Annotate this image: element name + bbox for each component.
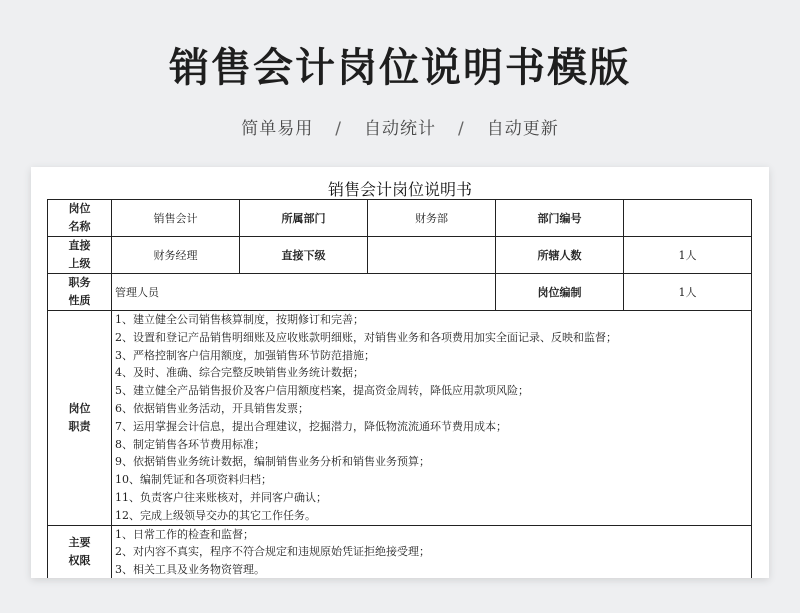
department-code-label: 部门编号 — [496, 200, 624, 237]
authority-item: 1、日常工作的检查和监督； — [115, 527, 254, 541]
sheet-title: 销售会计岗位说明书 — [327, 180, 472, 199]
duty-item: 11、负责客户往来账核对，并同客户确认； — [115, 490, 327, 504]
duty-item: 2、设置和登记产品销售明细账及应收账款明细账，对销售业务和各项费用加实全面记录、反映和监督； — [115, 330, 617, 344]
department-code-value[interactable] — [624, 200, 752, 237]
job-nature-value[interactable]: 管理人员 — [112, 274, 496, 311]
position-name-label: 岗位 名称 — [48, 200, 112, 237]
feature-auto-update: 自动更新 — [486, 119, 559, 139]
duty-item: 7、运用掌握会计信息，提出合理建议，挖掘潜力，降低物流流通环节费用成本； — [115, 419, 507, 433]
position-name-value[interactable]: 销售会计 — [112, 200, 240, 237]
separator: / — [458, 119, 465, 139]
subordinate-label: 直接下级 — [240, 237, 368, 274]
quota-value[interactable]: 1人 — [624, 274, 752, 311]
table-row-superior — [48, 237, 752, 274]
table-row-position — [48, 200, 752, 237]
duty-item: 3、严格控制客户信用额度，加强销售环节防范措施； — [115, 348, 375, 362]
authority-item: 3、相关工具及业务物资管理。 — [115, 563, 265, 577]
duty-item: 8、制定销售各环节费用标准； — [115, 437, 265, 451]
headcount-value[interactable]: 1人 — [624, 237, 752, 274]
table-row-authority — [48, 525, 752, 578]
headcount-label: 所辖人数 — [496, 237, 624, 274]
job-nature-label: 职务 性质 — [48, 274, 112, 311]
duty-item: 10、编制凭证和各项资料归档； — [115, 473, 272, 487]
table-row-nature — [48, 274, 752, 311]
duty-item: 6、依据销售业务活动，开具销售发票； — [115, 401, 309, 415]
superior-label: 直接 上级 — [48, 237, 112, 274]
department-value[interactable]: 财务部 — [368, 200, 496, 237]
authority-item: 2、对内容不真实，程序不符合规定和违规原始凭证拒绝接受理； — [115, 545, 430, 559]
superior-value[interactable]: 财务经理 — [112, 237, 240, 274]
spreadsheet-preview — [31, 167, 769, 578]
separator: / — [335, 119, 342, 139]
authority-list[interactable] — [112, 525, 752, 578]
duty-item: 1、建立健全公司销售核算制度，按期修订和完善； — [115, 313, 364, 326]
duty-item: 5、建立健全产品销售报价及客户信用额度档案，提高资金周转，降低应用款项风险； — [115, 384, 529, 398]
subordinate-value[interactable] — [368, 237, 496, 274]
job-description-table — [47, 199, 752, 578]
page-title: 销售会计岗位说明书模版 — [169, 45, 631, 91]
authority-label: 主要 权限 — [48, 525, 112, 578]
duty-item: 4、及时、准确、综合完整反映销售业务统计数据； — [115, 366, 364, 380]
quota-label: 岗位编制 — [496, 274, 624, 311]
feature-easy: 简单易用 — [241, 119, 314, 139]
feature-auto-stat: 自动统计 — [364, 119, 436, 139]
duties-label: 岗位 职责 — [48, 311, 112, 526]
duty-item: 12、完成上级领导交办的其它工作任务。 — [115, 508, 316, 522]
feature-tagline — [0, 114, 800, 139]
table-row-duties — [48, 311, 752, 526]
duty-item: 9、依据销售业务统计数据，编制销售业务分析和销售业务预算； — [115, 455, 430, 469]
duties-list[interactable] — [112, 311, 752, 526]
department-label: 所属部门 — [240, 200, 368, 237]
